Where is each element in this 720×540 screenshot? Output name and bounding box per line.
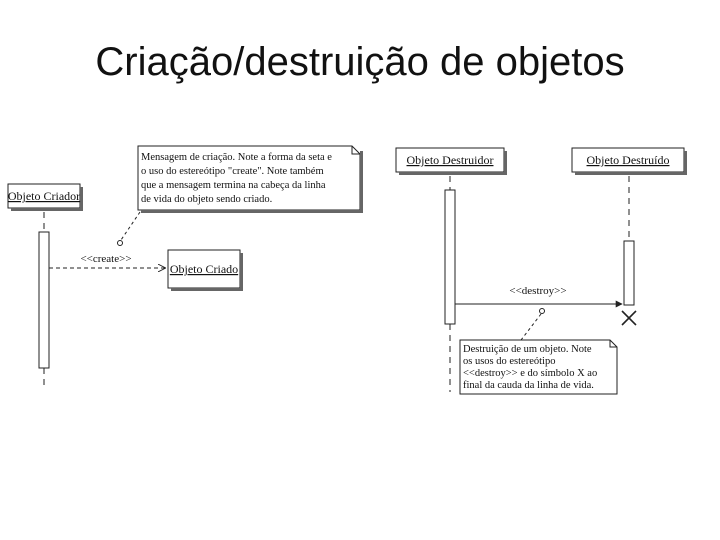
created-object-label: Objeto Criado (169, 262, 239, 276)
creation-note-anchor-line (121, 212, 140, 240)
destroyer-object-label: Objeto Destruidor (406, 153, 494, 167)
destruction-note (460, 340, 617, 394)
destroy-message-label: <<destroy>> (509, 285, 567, 297)
left-diagram (8, 146, 363, 390)
right-diagram (396, 148, 687, 394)
creation-note-line-3: que a mensagem termina na cabeça da linha (141, 180, 326, 191)
destruction-note-line-1: Destruição de um objeto. Note (463, 344, 592, 355)
destroyer-object-box (396, 148, 507, 175)
creator-activation-bar (39, 232, 49, 368)
creation-note-anchor-dot (118, 241, 123, 246)
create-message-label: <<create>> (80, 253, 132, 265)
destruction-note-line-4: final da cauda da linha de vida. (463, 380, 594, 391)
destruction-note-line-2: os usos do estereótipo (463, 356, 556, 367)
creation-note-line-4: de vida do objeto sendo criado. (141, 194, 273, 205)
slide-title: Criação/destruição de objetos (95, 40, 625, 84)
destruction-note-anchor-dot (540, 309, 545, 314)
destroyed-activation-bar (624, 241, 634, 305)
destruction-note-anchor-line (521, 314, 541, 340)
creation-note (138, 146, 363, 213)
creator-object-label: Objeto Criador (7, 189, 81, 203)
destroyed-object-label: Objeto Destruído (586, 153, 670, 167)
destroyed-object-box (572, 148, 687, 175)
destroyer-activation-bar (445, 190, 455, 324)
destruction-x-icon (622, 311, 636, 325)
creation-note-line-1: Mensagem de criação. Note a forma da seta e (141, 152, 332, 163)
created-object-box (168, 250, 243, 291)
creator-object-box (8, 184, 83, 211)
destruction-note-line-3: <<destroy>> e do símbolo X ao (463, 368, 598, 379)
creation-note-line-2: o uso do estereótipo "create". Note também (141, 166, 324, 177)
